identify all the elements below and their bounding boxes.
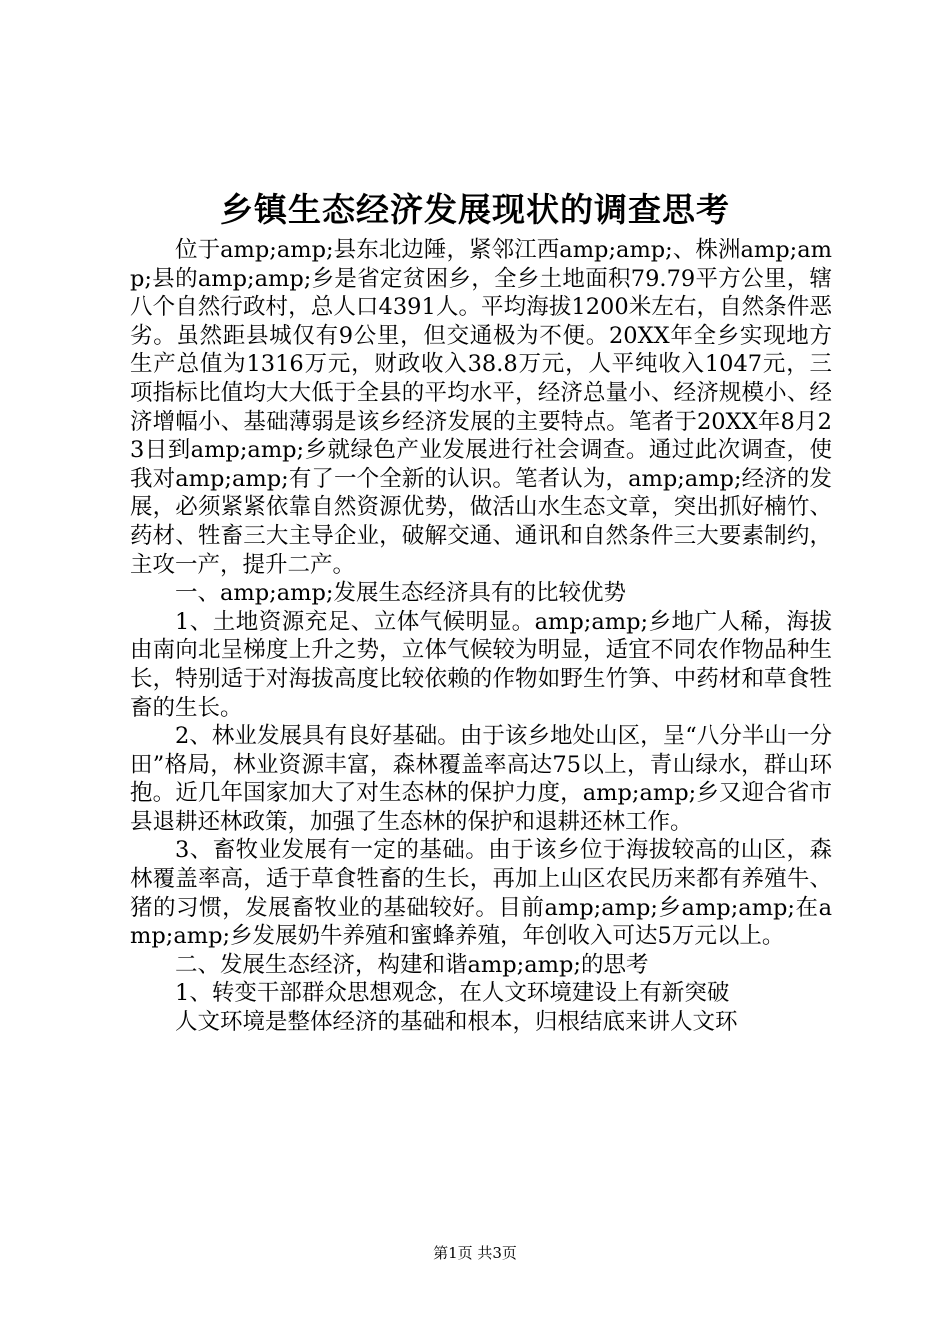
paragraph-forestry: 2、林业发展具有良好基础。由于该乡地处山区，呈“八分半山一分田”格局，林业资源丰富，森林覆盖率高达75以上，青山绿水，群山环抱。近几年国家加大了对生态林的保护力度，amp;amp;乡又迎合省市县退耕还林政策，加强了生态林的保护和退耕还林工作。 bbox=[130, 723, 832, 835]
paragraph-livestock: 3、畜牧业发展有一定的基础。由于该乡位于海拔较高的山区，森林覆盖率高，适于草食牲畜的生长，再加上山区农民历来都有养殖牛、猪的习惯，发展畜牧业的基础较好。目前amp;amp;乡amp;amp;在amp;amp;乡发展奶牛养殖和蜜蜂养殖，年创收入可达5万元以上。 bbox=[130, 837, 832, 950]
paragraph-humanities: 人文环境是整体经济的基础和根本，归根结底来讲人文环 bbox=[175, 1009, 738, 1036]
paragraph-land-resources: 1、土地资源充足、立体气候明显。amp;amp;乡地广人稀，海拔由南向北呈梯度上升之势，立体气候较为明显，适宜不同农作物品种生长，特别适于对海拔高度比较依赖的作物如野生竹笋、中药材和草食牲畜的生长。 bbox=[130, 608, 832, 721]
document-body bbox=[130, 236, 832, 1037]
page-footer: 第1页 共3页 bbox=[433, 1244, 517, 1262]
section-heading-2: 二、发展生态经济，构建和谐amp;amp;的思考 bbox=[175, 951, 649, 978]
paragraph-intro: 位于amp;amp;县东北边陲，紧邻江西amp;amp;、株洲amp;amp;县的amp;amp;乡是省定贫困乡，全乡土地面积79.79平方公里，辖八个自然行政村，总人口4391人。平均海拔1200米左右，自然条件恶劣。虽然距县城仅有9公里，但交通极为不便。20XX年全乡实现地方生产总值为1316万元，财政收入38.8万元，人平纯收入1047元，三项指标比值均大大低于全县的平均水平，经济总量小、经济规模小、经济增幅小、基础薄弱是该乡经济发展的主要特点。笔者于20XX年8月23日到amp;amp;乡就绿色产业发展进行社会调查。通过此次调查，使我对amp;amp;有了一个全新的认识。笔者认为，amp;amp;经济的发展，必须紧紧依靠自然资源优势，做活山水生态文章，突出抓好楠竹、药材、牲畜三大主导企业，破解交通、通讯和自然条件三大要素制约，主攻一产，提升二产。 bbox=[130, 237, 832, 578]
subsection-heading-1: 1、转变干部群众思想观念，在人文环境建设上有新突破 bbox=[175, 980, 730, 1007]
page-title: 乡镇生态经济发展现状的调查思考 bbox=[220, 190, 730, 229]
section-heading-1: 一、amp;amp;发展生态经济具有的比较优势 bbox=[175, 580, 626, 607]
